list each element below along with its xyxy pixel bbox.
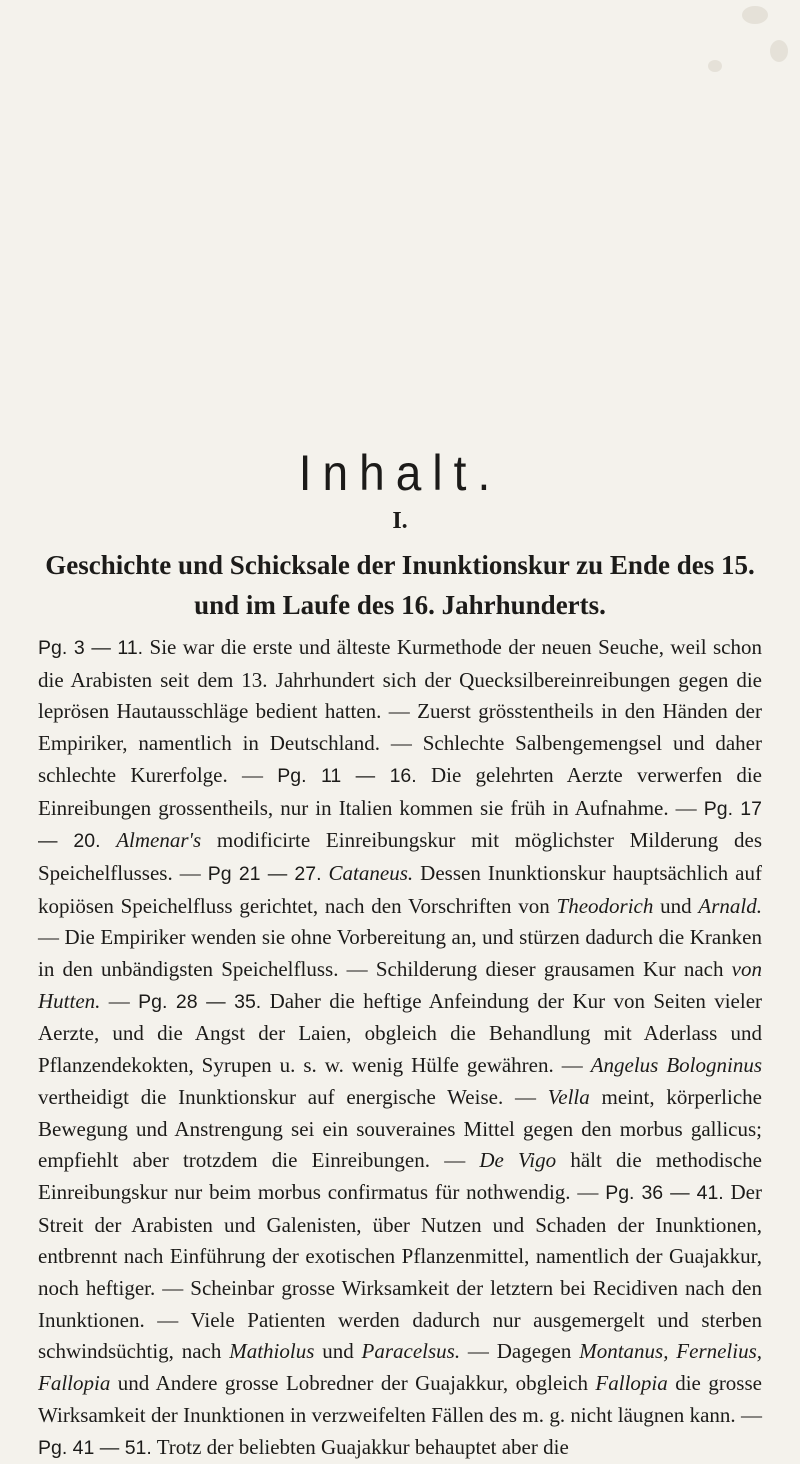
text-run: vertheidigt die Inunktionskur auf energische Weise. — [38, 1084, 548, 1109]
text-run: Daher die heftige Anfeindung der Kur von Seiten vieler Aerzte, und die Angst der Laien, obgleich die Behandlung mit Aderlass und Pflanzendekokten, Syrupen u. s. w. wenig Hülfe gewähren. — [38, 988, 763, 1078]
text-run: Der Streit der Arabisten und Galenisten, über Nutzen und Schaden der Inunktionen, entbrennt nach Einführung der exotischen Pflanzenmittel, namentlich der Guajakkur, noch heftiger. — Scheinbar grosse Wirksamkeit der letztern bei Recidiven nach den Inunktionen. — Viele Patienten werden dadurch nur ausgemergelt und sterben schwindsüchtig, nach [38, 1179, 762, 1364]
page-reference: Pg 21 — 27. [207, 862, 322, 885]
italic-name: Angelus Bologninus [590, 1053, 763, 1078]
text-run: Dessen Inunktionskur hauptsächlich auf kopiösen Speichelfluss gerichtet, nach den Vorschriften von [38, 860, 762, 918]
paper-stain [708, 60, 722, 72]
text-run [100, 828, 116, 852]
page-reference: Pg. 28 — 35. [138, 990, 262, 1013]
text-run: und [314, 1339, 362, 1364]
text-run [322, 861, 329, 885]
text-run: Trotz der beliebten Guajakkur behauptet aber die [151, 1434, 569, 1459]
body-paragraph [38, 632, 762, 1464]
section-number: I. [392, 508, 408, 534]
section-title: Geschichte und Schicksale der Inunktionskur zu Ende des 15. und im Laufe des 16. Jahrhunderts. [45, 550, 755, 620]
text-run: die grosse Wirksamkeit der Inunktionen in verzweifelten Fällen des m. g. nicht läugnen kann. — [38, 1371, 762, 1427]
page-reference: Pg. 11 — 16. [277, 764, 417, 787]
italic-name: Montanus, Fernelius, Fallopia [38, 1339, 763, 1396]
text-run: meint, körperliche Bewegung und Anstrengung sei ein souveraines Mittel gegen den morbus gallicus; empfiehlt aber trotzdem die Einreibungen. — [38, 1084, 762, 1173]
italic-name: Paracelsus. [361, 1339, 461, 1364]
page-reference: Pg. 36 — 41. [605, 1181, 724, 1204]
italic-name: Fallopia [595, 1371, 668, 1396]
italic-name: De Vigo [479, 1148, 557, 1173]
page-reference: Pg. 17 — 20. [38, 797, 762, 853]
text-run: — Dagegen [460, 1339, 580, 1364]
text-run: und Andere grosse Lobredner der Guajakkur, obgleich [110, 1371, 596, 1396]
italic-name: Almenar's [116, 828, 202, 853]
text-run: Sie war die erste und älteste Kurmethode der neuen Seuche, weil schon die Arabisten seit dem 13. Jahrhundert sich der Quecksilbereinreibungen gegen die leprösen Hautausschläge bedient hatten. — Zuerst grösstentheils in den Händen der Empiriker, namentlich in Deutschland. — Schlechte Salbengemengsel und daher schlechte Kurerfolge. — [38, 635, 762, 787]
page-heading: Inhalt. [298, 445, 502, 501]
italic-name: Vella [547, 1084, 590, 1109]
text-run: Die gelehrten Aerzte verwerfen die Einreibungen grossentheils, nur in Italien kommen sie früh in Aufnahme. — [38, 762, 762, 820]
italic-name: Mathiolus [229, 1339, 315, 1364]
italic-name: Cataneus. [328, 860, 414, 885]
italic-name: Arnald. [698, 893, 763, 918]
text-run: modificirte Einreibungskur mit möglichster Milderung des Speichelflusses. — [38, 828, 763, 885]
text-run: — Die Empiriker wenden sie ohne Vorbereitung an, und stürzen dadurch die Kranken in den unbändigsten Speichelfluss. — Schilderung dieser grausamen Kur nach [38, 925, 762, 982]
italic-name: von Hutten. [38, 957, 762, 1013]
paper-stain [742, 6, 768, 24]
paper-stain [770, 40, 788, 62]
page-reference: Pg. 41 — 51. [38, 1436, 152, 1459]
italic-name: Theodorich [556, 893, 654, 918]
text-run: — [100, 988, 139, 1013]
page-reference: Pg. 3 — 11. [38, 637, 144, 659]
text-run: hält die methodische Einreibungskur nur beim morbus confirmatus für nothwendig. — [38, 1148, 762, 1204]
text-run: und [653, 893, 699, 918]
